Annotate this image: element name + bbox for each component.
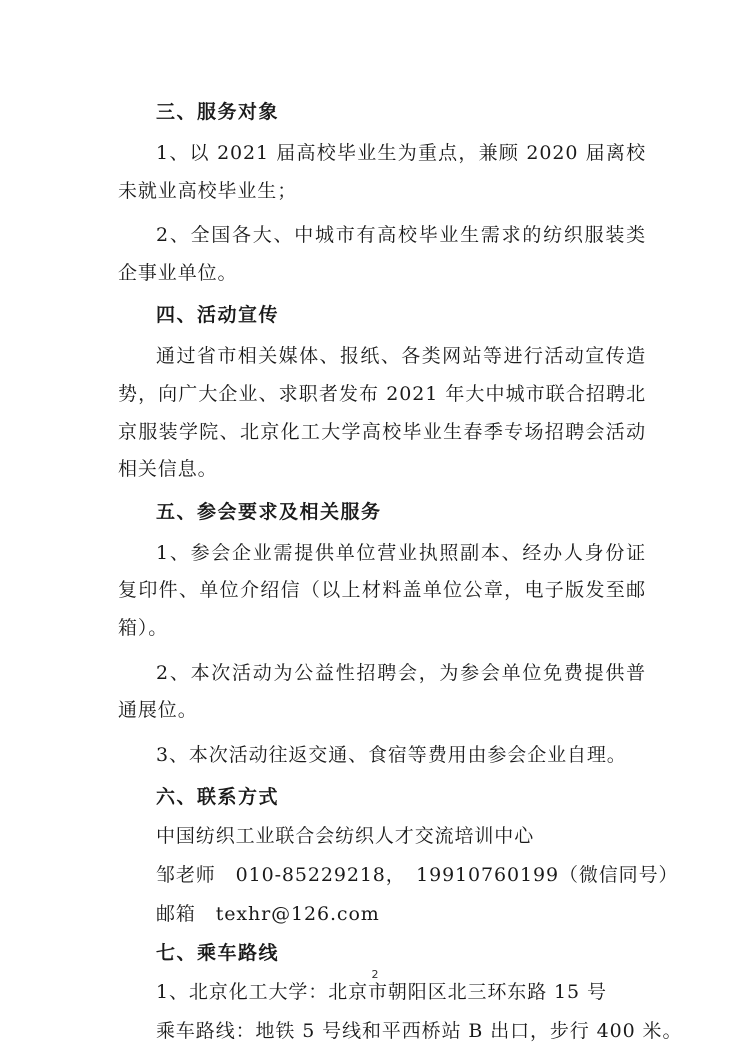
contact-phone: 邹老师 010-85229218， 19910760199（微信同号） — [156, 864, 679, 887]
paragraph-free-booth: 2、本次活动为公益性招聘会，为参会单位免费提供普通展位。 — [118, 661, 646, 722]
section-heading-service-targets: 三、服务对象 — [156, 101, 280, 123]
contact-organization: 中国纺织工业联合会纺织人才交流培训中心 — [156, 825, 535, 848]
paragraph-graduates: 1、以 2021 届高校毕业生为重点，兼顾 2020 届离校未就业高校毕业生； — [118, 142, 646, 202]
paragraph-employers: 2、全国各大、中城市有高校毕业生需求的纺织服装类企事业单位。 — [118, 224, 646, 284]
paragraph-expenses: 3、本次活动往返交通、食宿等费用由参会企业自理。 — [156, 743, 627, 766]
section-heading-transport: 七、乘车路线 — [156, 942, 280, 965]
transport-route: 乘车路线：地铁 5 号线和平西桥站 B 出口，步行 400 米。 — [156, 1020, 683, 1043]
section-heading-requirements: 五、参会要求及相关服务 — [156, 500, 382, 523]
page-number: 2 — [371, 968, 379, 981]
document-body — [118, 96, 683, 1054]
section-heading-publicity: 四、活动宣传 — [156, 304, 280, 327]
paragraph-publicity: 通过省市相关媒体、报纸、各类网站等进行活动宣传造势，向广大企业、求职者发布 2021 年大中城市联合招聘北京服装学院、北京化工大学高校毕业生春季专场招聘会活动相关信息。 — [118, 345, 646, 481]
section-heading-contact: 六、联系方式 — [156, 786, 280, 809]
transport-address: 1、北京化工大学：北京市朝阳区北三环东路 15 号 — [156, 981, 607, 1004]
contact-email: 邮箱 texhr@126.com — [156, 903, 380, 926]
paragraph-documents: 1、参会企业需提供单位营业执照副本、经办人身份证复印件、单位介绍信（以上材料盖单位公章，电子版发至邮箱）。 — [118, 541, 646, 639]
